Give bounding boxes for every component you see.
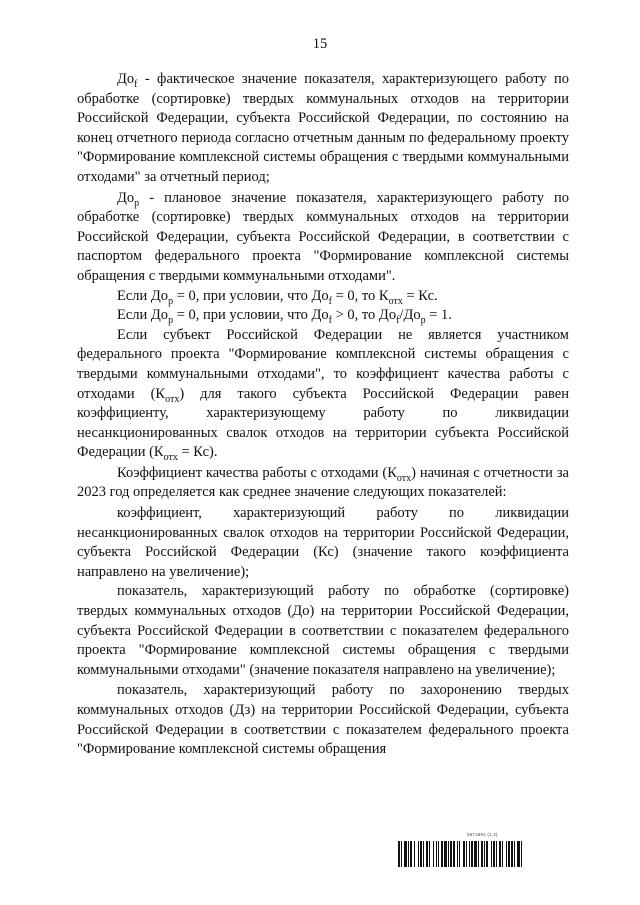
barcode-bar bbox=[453, 841, 455, 867]
text-run: = 0, то К bbox=[331, 287, 389, 304]
barcode-bar bbox=[502, 841, 503, 867]
document-stamp: 5671891 (1.2) bbox=[467, 832, 498, 837]
paragraph-dz-indicator bbox=[77, 681, 569, 759]
barcode-image bbox=[398, 841, 570, 867]
barcode-bar bbox=[521, 841, 522, 867]
barcode-bar bbox=[433, 841, 434, 867]
text-run: = Кс). bbox=[177, 444, 218, 461]
subscript: р bbox=[168, 295, 174, 307]
barcode-bar bbox=[438, 841, 439, 867]
text-run: = 0, при условии, что До bbox=[173, 287, 329, 304]
barcode-bar bbox=[441, 841, 443, 867]
barcode-bar bbox=[511, 841, 513, 867]
barcode-bar bbox=[471, 841, 473, 867]
document-body bbox=[77, 70, 569, 760]
barcode-bar bbox=[499, 841, 501, 867]
barcode-bar bbox=[414, 841, 415, 867]
subscript: р bbox=[134, 197, 140, 209]
paragraph-condition-2 bbox=[77, 306, 569, 326]
paragraph-non-participant bbox=[77, 326, 569, 463]
subscript: f bbox=[134, 78, 138, 90]
subscript: р bbox=[168, 315, 174, 327]
barcode-bar bbox=[478, 841, 479, 867]
paragraph-kotx-average bbox=[77, 464, 569, 503]
barcode-bar bbox=[484, 841, 485, 867]
barcode-bar bbox=[481, 841, 483, 867]
barcode-bar bbox=[401, 841, 402, 867]
barcode-bar bbox=[420, 841, 422, 867]
page-number: 15 bbox=[312, 36, 328, 52]
text-run: показатель, характеризующий работу по захоронению твердых коммунальных отходов (Дз) на территории Российской Федерации, субъекта Российской Федерации в соответствии с показателем федерального проекта "Формирование комплексной системы обращения bbox=[77, 682, 569, 758]
barcode-bar bbox=[514, 841, 515, 867]
barcode-bar bbox=[469, 841, 470, 867]
paragraph-dof-definition bbox=[77, 70, 569, 188]
text-run: - фактическое значение показателя, характеризующего работу по обработке (сортировке) твердых коммунальных отходов на территории Российской Федерации, субъекта Российской Федерации, по состоянию на конец отчетного периода согласно отчетным данным по федеральному проекту "Формирование комплексной системы обращения с твердыми коммунальными отходами" за отчетный период; bbox=[77, 71, 569, 185]
text-run: > 0, то До bbox=[331, 307, 397, 324]
barcode-bar bbox=[486, 841, 488, 867]
text-run: = 0, при условии, что До bbox=[173, 307, 329, 324]
text-run: показатель, характеризующий работу по обработке (сортировке) твердых коммунальных отходов (До) на территории Российской Федерации, субъекта Российской Федерации в соответствии с показателем федерального проекта "Формирование комплексной системы обращения с твердыми коммунальными отходами" (значение показателя направлено на увеличение); bbox=[77, 583, 569, 678]
barcode-bar bbox=[496, 841, 497, 867]
text-run: ) начиная с отчетности за 2023 год определяется как среднее значение следующих показателей: bbox=[77, 464, 569, 501]
barcode-bar bbox=[466, 841, 467, 867]
barcode-bar bbox=[493, 841, 495, 867]
barcode-bar bbox=[404, 841, 407, 867]
subscript: отх bbox=[396, 472, 412, 484]
barcode-bar bbox=[398, 841, 400, 867]
paragraph-dop-definition bbox=[77, 189, 569, 287]
barcode-bar bbox=[508, 841, 510, 867]
text-run: = 1. bbox=[425, 307, 452, 324]
barcode-bar bbox=[408, 841, 409, 867]
paragraph-do-indicator bbox=[77, 582, 569, 680]
text-run: ) для такого субъекта Российской Федерации равен коэффициенту, характеризующему работу по ликвидации несанкционированных свалок отходов на территории субъекта Российской Федерации (К bbox=[77, 385, 569, 461]
text-run: /До bbox=[399, 307, 421, 324]
barcode-bar bbox=[426, 841, 428, 867]
barcode-bar bbox=[423, 841, 424, 867]
barcode-bar bbox=[444, 841, 447, 867]
subscript: f bbox=[328, 315, 332, 327]
barcode-bar bbox=[418, 841, 419, 867]
subscript: отх bbox=[388, 295, 403, 307]
paragraph-kc-indicator bbox=[77, 504, 569, 582]
barcode-bar bbox=[459, 841, 460, 867]
text-run: Если До bbox=[117, 287, 169, 304]
text-run: Если До bbox=[117, 307, 169, 324]
barcode-bar bbox=[448, 841, 449, 867]
text-run: = Кс. bbox=[402, 287, 438, 304]
barcode-bar bbox=[457, 841, 458, 867]
subscript: р bbox=[420, 315, 426, 327]
barcode-bar bbox=[463, 841, 465, 867]
subscript: отх bbox=[165, 393, 180, 405]
text-run: Если субъект Российской Федерации не является участником федерального проекта "Формирование комплексной системы обращения с твердыми коммунальными отходами", то коэффициент качества работы с отходами (К bbox=[77, 326, 569, 402]
barcode-bar bbox=[491, 841, 492, 867]
barcode-bar bbox=[450, 841, 452, 867]
barcode-bar bbox=[436, 841, 437, 867]
paragraph-condition-1 bbox=[77, 287, 569, 307]
barcode-bar bbox=[474, 841, 477, 867]
subscript: f bbox=[328, 295, 332, 307]
text-run: Коэффициент качества работы с отходами (К bbox=[117, 464, 397, 481]
text-run: До bbox=[117, 189, 135, 206]
barcode-bar bbox=[429, 841, 430, 867]
subscript: f bbox=[396, 315, 400, 327]
text-run: До bbox=[117, 71, 135, 87]
text-run: коэффициент, характеризующий работу по ликвидации несанкционированных свалок отходов на территории Российской Федерации, субъекта Российской Федерации (Кс) (значение такого коэффициента направлено на увеличение); bbox=[77, 505, 569, 580]
barcode-bar bbox=[517, 841, 520, 867]
text-run: - плановое значение показателя, характеризующего работу по обработке (сортировке) твердых коммунальных отходов на территории Российской Федерации, субъекта Российской Федерации, в соответствии с паспортом федерального проекта "Формирование комплексной системы обращения с твердыми коммунальными отходами". bbox=[77, 189, 569, 284]
barcode-bar bbox=[410, 841, 412, 867]
barcode-bar bbox=[506, 841, 507, 867]
subscript: отх bbox=[163, 452, 178, 464]
